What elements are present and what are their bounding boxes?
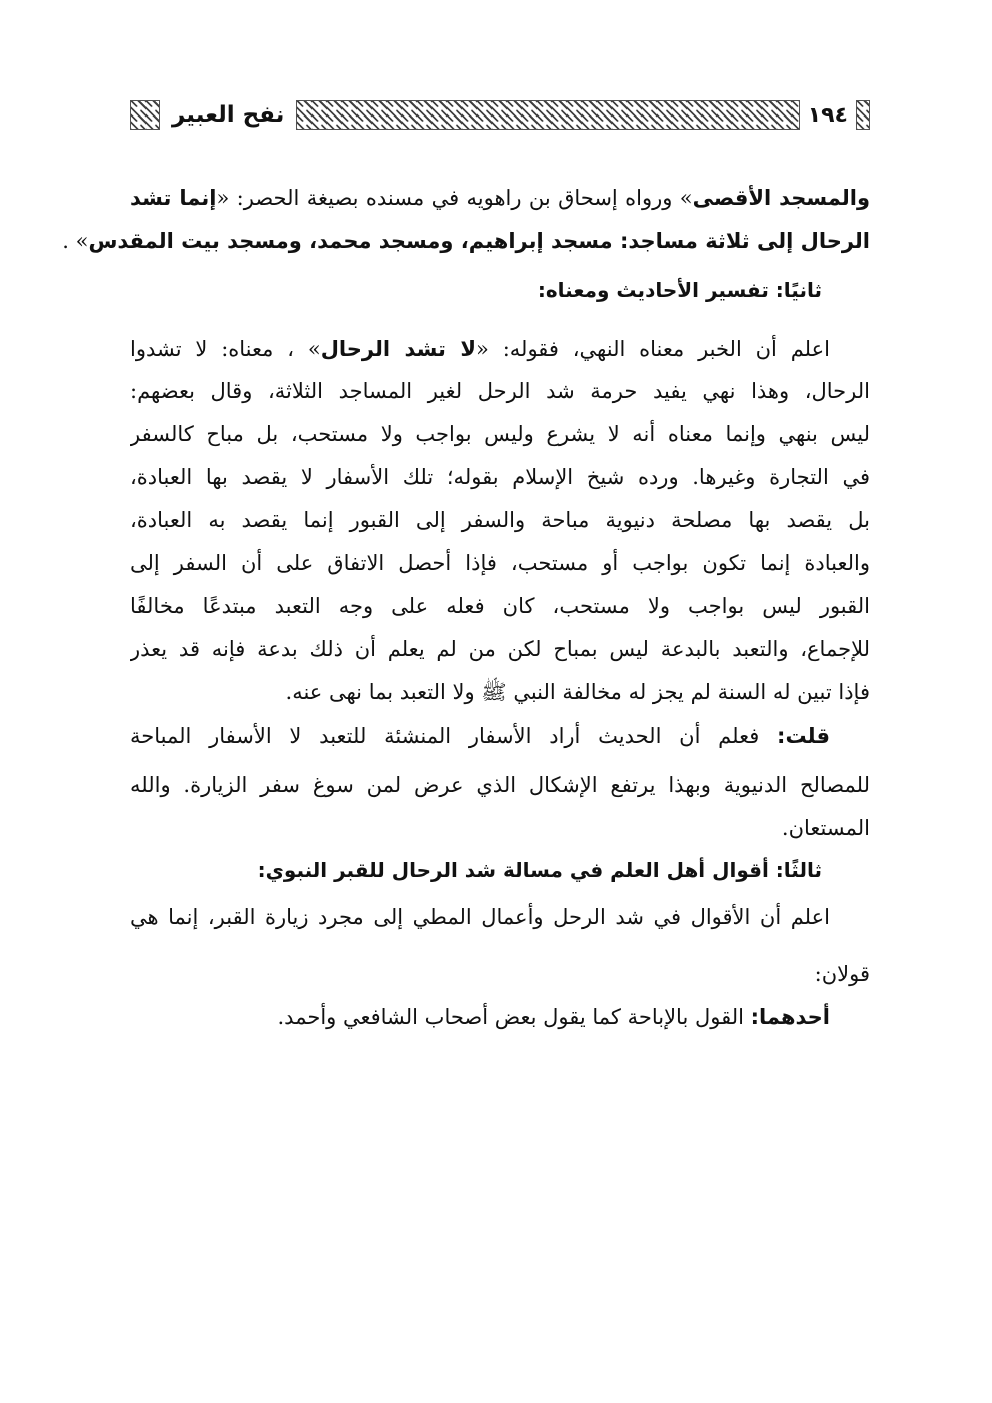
ornament-border [296, 100, 799, 130]
bold-text: أحدهما: [750, 1005, 830, 1029]
text-line [130, 462, 870, 492]
text-segment: فعلم أن الحديث أراد الأسفار المنشئة للتعبد لا الأسفار المباحة [130, 724, 778, 748]
text-segment: المستعان. [781, 816, 870, 840]
text-segment: للإجماع، والتعبد بالبدعة ليس بمباح لكن من لم يعلم أن ذلك بدعة فإنه قد يعذر [130, 637, 870, 661]
text-line [130, 634, 870, 664]
text-segment: الرحال، وهذا نهي يفيد حرمة شد الرحل لغير المساجد الثلاثة، وقال بعضهم: [130, 379, 870, 403]
section-heading [130, 275, 870, 305]
text-segment: بل يقصد بها مصلحة دنيوية مباحة والسفر إلى القبور إنما يقصد به العبادة، [130, 508, 870, 532]
text-segment: اعلم أن الخبر معناه النهي، فقوله: « [476, 337, 830, 361]
text-line [130, 548, 870, 578]
text-line [130, 959, 870, 989]
text-segment: قولان: [814, 962, 870, 986]
text-line [130, 721, 870, 751]
text-line [62, 226, 870, 256]
bold-text: إنما تشد [130, 186, 217, 210]
text-segment: للمصالح الدنيوية وبهذا يرتفع الإشكال الذي عرض لمن سوغ سفر الزيارة. والله [130, 773, 870, 797]
page-number: ١٩٤ [807, 102, 848, 128]
bold-text: الرحال إلى ثلاثة مساجد: مسجد إبراهيم، ومسجد محمد، ومسجد بيت المقدس [88, 229, 870, 253]
text-segment: فإذا تبين له السنة لم يجز له مخالفة النبي ﷺ ولا التعبد بما نهى عنه. [285, 680, 870, 704]
bold-text: ثالثًا: أقوال أهل العلم في مسالة شد الرحال للقبر النبوي: [257, 858, 822, 882]
text-line [130, 183, 870, 213]
text-segment: القول بالإباحة كما يقول بعض أصحاب الشافعي وأحمد. [277, 1005, 751, 1029]
text-line [130, 334, 870, 364]
text-segment: في التجارة وغيرها. ورده شيخ الإسلام بقوله؛ تلك الأسفار لا يقصد بها العبادة، [130, 465, 870, 489]
ornament-border [130, 100, 160, 130]
text-line [130, 902, 870, 932]
page-header [130, 98, 870, 132]
text-segment: ليس بنهي وإنما معناه أنه لا يشرع وليس بواجب ولا مستحب، بل مباح كالسفر [130, 422, 870, 446]
text-line [130, 419, 870, 449]
text-line [130, 813, 870, 843]
text-segment: القبور ليس بواجب ولا مستحب، كان فعله على وجه التعبد مبتدعًا مخالفًا [130, 594, 870, 618]
bold-text: ثانيًا: تفسير الأحاديث ومعناه: [537, 278, 822, 302]
text-segment: اعلم أن الأقوال في شد الرحل وأعمال المطي إلى مجرد زيارة القبر، إنما هي [130, 905, 830, 929]
text-line [130, 1002, 870, 1032]
text-segment: والعبادة إنما تكون بواجب أو مستحب، فإذا أحصل الاتفاق على أن السفر إلى [130, 551, 870, 575]
text-segment: » ورواه إسحاق بن راهويه في مسنده بصيغة الحصر: « [216, 186, 693, 210]
book-title: نفح العبير [172, 102, 285, 128]
text-line [130, 770, 870, 800]
bold-text: لا تشد الرحال [320, 337, 477, 361]
bold-text: قلت: [777, 724, 830, 748]
section-heading [130, 855, 870, 885]
text-line [130, 505, 870, 535]
text-line [130, 677, 870, 707]
ornament-border [856, 100, 870, 130]
text-line [130, 376, 870, 406]
text-segment: » ، معناه: لا تشدوا [130, 337, 321, 361]
text-segment: » . [62, 229, 89, 253]
bold-text: والمسجد الأقصى [692, 186, 870, 210]
text-line [130, 591, 870, 621]
